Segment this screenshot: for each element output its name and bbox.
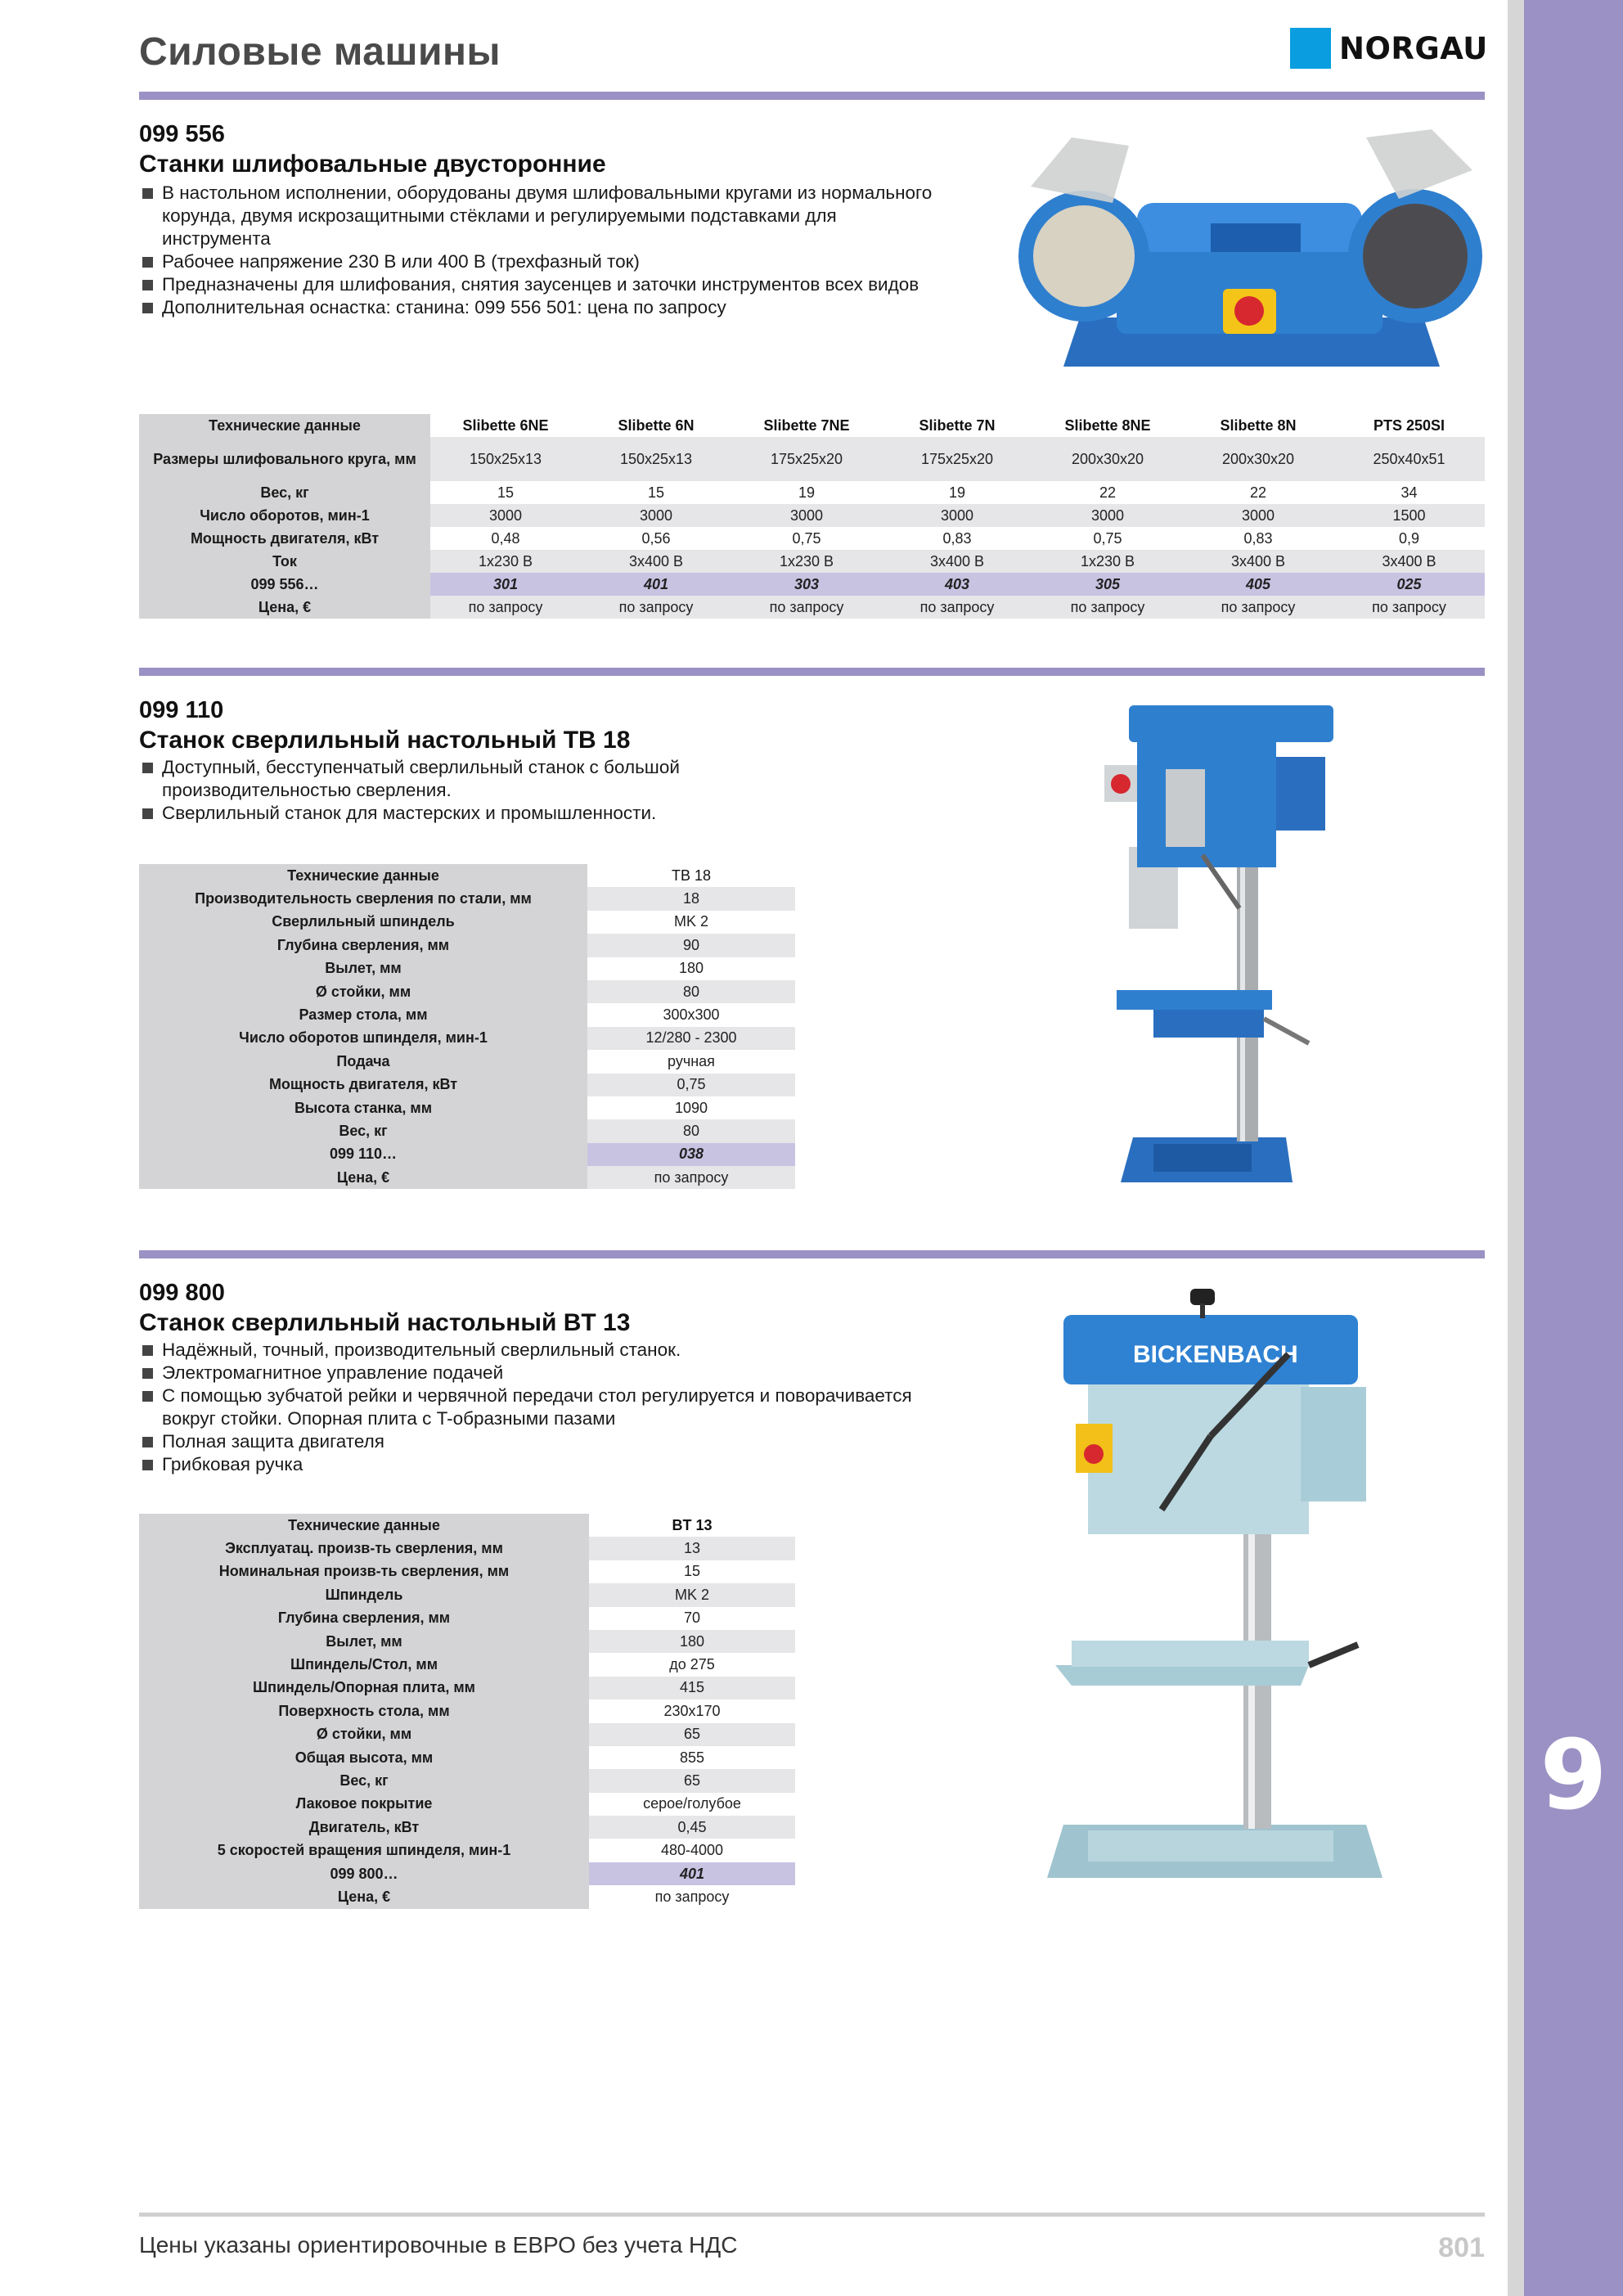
row-label: Вес, кг <box>139 1769 589 1792</box>
row-label: Номинальная произв-ть сверления, мм <box>139 1560 589 1583</box>
bt13-specs-table <box>139 1514 795 1909</box>
cell-value: 80 <box>587 980 795 1003</box>
price-value: по запросу <box>589 1885 795 1908</box>
table-row <box>139 1862 795 1885</box>
cell-value: 15 <box>581 481 731 504</box>
row-label: Глубина сверления, мм <box>139 934 587 957</box>
table-row <box>139 1653 795 1676</box>
table-row <box>139 550 1485 573</box>
cell-value: 19 <box>882 481 1032 504</box>
cell-value: 0,75 <box>731 527 882 550</box>
table-row <box>139 437 1485 481</box>
model-column-header: Slibette 7N <box>882 414 1032 437</box>
cell-value: 90 <box>587 934 795 957</box>
row-label: Производительность сверления по стали, мм <box>139 887 587 910</box>
table-row <box>139 1630 795 1653</box>
section-code: 099 110 <box>139 697 224 723</box>
cell-value: 3x400 В <box>1333 550 1485 573</box>
table-header-row <box>139 414 1485 437</box>
price-value: по запросу <box>1333 596 1485 619</box>
table-row <box>139 1885 795 1908</box>
table-row <box>139 1143 795 1166</box>
page-title: Силовые машины <box>139 30 501 74</box>
cell-value: 180 <box>587 957 795 980</box>
order-code: 038 <box>587 1143 795 1166</box>
row-label: Вылет, мм <box>139 1630 589 1653</box>
row-label: Размер стола, мм <box>139 1003 587 1026</box>
feature-list <box>141 756 697 825</box>
table-row <box>139 573 1485 596</box>
feature-item: Доступный, бесступенчатый сверлильный станок с большой производительностью сверления. <box>141 756 697 802</box>
cell-value: 1x230 В <box>1032 550 1183 573</box>
price-value: по запросу <box>1183 596 1333 619</box>
model-column-header: Slibette 7NE <box>731 414 882 437</box>
table-row <box>139 980 795 1003</box>
price-value: по запросу <box>581 596 731 619</box>
cell-value: 3x400 В <box>581 550 731 573</box>
cell-value: 415 <box>589 1677 795 1699</box>
cell-value: ручная <box>587 1050 795 1073</box>
row-label: Ток <box>139 550 430 573</box>
row-label: Вес, кг <box>139 1119 587 1142</box>
feature-item: Дополнительная оснастка: станина: 099 556 501: цена по запросу <box>141 296 942 319</box>
table-row <box>139 887 795 910</box>
feature-item: В настольном исполнении, оборудованы двумя шлифовальными кругами из нормального корунда, двумя искрозащитными стёклами и регулируемыми подставками для инструмента <box>141 182 942 250</box>
order-code: 305 <box>1032 573 1183 596</box>
table-row <box>139 1119 795 1142</box>
cell-value: 480-4000 <box>589 1839 795 1862</box>
model-column-header: Slibette 8N <box>1183 414 1333 437</box>
cell-value: 0,48 <box>430 527 581 550</box>
section-title: Станки шлифовальные двусторонние <box>139 151 606 178</box>
row-label: Шпиндель <box>139 1583 589 1606</box>
row-label: Общая высота, мм <box>139 1746 589 1769</box>
row-label: Глубина сверления, мм <box>139 1607 589 1630</box>
cell-value: 0,83 <box>882 527 1032 550</box>
drill-press-bt13-image <box>1039 1281 1415 1890</box>
cell-value: 3000 <box>882 504 1032 527</box>
cell-value: 150x25x13 <box>430 437 581 481</box>
table-row <box>139 911 795 934</box>
cell-value: 0,45 <box>589 1816 795 1839</box>
table-row <box>139 1537 795 1560</box>
feature-item: Предназначены для шлифования, снятия заусенцев и заточки инструментов всех видов <box>141 273 942 296</box>
order-code: 401 <box>589 1862 795 1885</box>
side-strip-grey <box>1508 0 1524 2296</box>
order-code: 403 <box>882 573 1032 596</box>
table-header-row <box>139 864 795 887</box>
model-column-header: Slibette 6N <box>581 414 731 437</box>
section-divider <box>139 1250 1485 1258</box>
feature-list <box>141 182 942 319</box>
feature-item: Электромагнитное управление подачей <box>141 1362 926 1384</box>
cell-value: 0,75 <box>1032 527 1183 550</box>
logo-text: NORGAU <box>1339 30 1488 66</box>
table-header-label: Технические данные <box>139 1514 589 1537</box>
cell-value: 15 <box>589 1560 795 1583</box>
row-label: Размеры шлифовального круга, мм <box>139 437 430 481</box>
cell-value: 3x400 В <box>882 550 1032 573</box>
order-code: 303 <box>731 573 882 596</box>
cell-value: серое/голубое <box>589 1793 795 1816</box>
side-strip-purple <box>1524 0 1623 2296</box>
cell-value: 250x40x51 <box>1333 437 1485 481</box>
tb18-specs-table <box>139 864 795 1189</box>
cell-value: 150x25x13 <box>581 437 731 481</box>
cell-value: 0,56 <box>581 527 731 550</box>
cell-value: 3000 <box>731 504 882 527</box>
row-label: Поверхность стола, мм <box>139 1699 589 1722</box>
row-label: 5 скоростей вращения шпинделя, мин-1 <box>139 1839 589 1862</box>
cell-value: 1x230 В <box>731 550 882 573</box>
table-row <box>139 1607 795 1630</box>
row-label: 099 800… <box>139 1862 589 1885</box>
cell-value: 175x25x20 <box>882 437 1032 481</box>
bench-grinder-image <box>1014 121 1489 379</box>
feature-item: Рабочее напряжение 230 В или 400 В (трехфазный ток) <box>141 250 942 273</box>
cell-value: MK 2 <box>589 1583 795 1606</box>
feature-item: Сверлильный станок для мастерских и промышленности. <box>141 802 697 825</box>
table-row <box>139 1723 795 1746</box>
cell-value: 65 <box>589 1769 795 1792</box>
row-label: Лаковое покрытие <box>139 1793 589 1816</box>
grinder-specs-table <box>139 414 1485 619</box>
price-value: по запросу <box>587 1166 795 1189</box>
section-divider <box>139 92 1485 100</box>
logo-square-icon <box>1290 28 1331 69</box>
row-label: Шпиндель/Стол, мм <box>139 1653 589 1676</box>
cell-value: 3x400 В <box>1183 550 1333 573</box>
row-label: Высота станка, мм <box>139 1096 587 1119</box>
section-code: 099 556 <box>139 121 225 147</box>
row-label: Подача <box>139 1050 587 1073</box>
cell-value: 3000 <box>581 504 731 527</box>
section-title: Станок сверлильный настольный TB 18 <box>139 727 631 754</box>
model-column-header: TB 18 <box>587 864 795 887</box>
table-row <box>139 1003 795 1026</box>
table-row <box>139 1166 795 1189</box>
row-label: Двигатель, кВт <box>139 1816 589 1839</box>
norgau-logo <box>1290 26 1488 70</box>
feature-item: Надёжный, точный, производительный сверлильный станок. <box>141 1339 926 1362</box>
cell-value: 15 <box>430 481 581 504</box>
table-row <box>139 957 795 980</box>
cell-value: 80 <box>587 1119 795 1142</box>
table-row <box>139 1560 795 1583</box>
table-row <box>139 1816 795 1839</box>
table-row <box>139 1677 795 1699</box>
order-code: 405 <box>1183 573 1333 596</box>
section-divider <box>139 668 1485 676</box>
cell-value: 22 <box>1032 481 1183 504</box>
cell-value: 200x30x20 <box>1032 437 1183 481</box>
table-row <box>139 1769 795 1792</box>
feature-item: С помощью зубчатой рейки и червячной передачи стол регулируется и поворачивается вокруг стойки. Опорная плита с T-образными пазами <box>141 1384 926 1430</box>
row-label: Мощность двигателя, кВт <box>139 527 430 550</box>
table-row <box>139 1096 795 1119</box>
table-row <box>139 1583 795 1606</box>
row-label: Цена, € <box>139 1885 589 1908</box>
table-header-label: Технические данные <box>139 414 430 437</box>
model-column-header: PTS 250SI <box>1333 414 1485 437</box>
table-row <box>139 596 1485 619</box>
price-value: по запросу <box>882 596 1032 619</box>
chapter-number: 9 <box>1540 1718 1607 1831</box>
cell-value: 3000 <box>1032 504 1183 527</box>
model-column-header: Slibette 6NE <box>430 414 581 437</box>
cell-value: 1x230 В <box>430 550 581 573</box>
section-code: 099 800 <box>139 1280 225 1306</box>
cell-value: 230x170 <box>589 1699 795 1722</box>
row-label: Ø стойки, мм <box>139 980 587 1003</box>
cell-value: 18 <box>587 887 795 910</box>
model-column-header: Slibette 8NE <box>1032 414 1183 437</box>
cell-value: 3000 <box>1183 504 1333 527</box>
cell-value: 1500 <box>1333 504 1485 527</box>
row-label: Число оборотов шпинделя, мин-1 <box>139 1027 587 1050</box>
cell-value: 0,75 <box>587 1074 795 1096</box>
feature-list <box>141 1339 926 1476</box>
cell-value: 22 <box>1183 481 1333 504</box>
price-value: по запросу <box>731 596 882 619</box>
cell-value: MK 2 <box>587 911 795 934</box>
cell-value: 175x25x20 <box>731 437 882 481</box>
row-label: Эксплуатац. произв-ть сверления, мм <box>139 1537 589 1560</box>
cell-value: 12/280 - 2300 <box>587 1027 795 1050</box>
order-code: 301 <box>430 573 581 596</box>
row-label: Цена, € <box>139 1166 587 1189</box>
table-row <box>139 1027 795 1050</box>
row-label: Цена, € <box>139 596 430 619</box>
machine-brand-text: BICKENBACH <box>1133 1341 1298 1368</box>
order-code: 401 <box>581 573 731 596</box>
row-label: Мощность двигателя, кВт <box>139 1074 587 1096</box>
price-value: по запросу <box>430 596 581 619</box>
table-row <box>139 504 1485 527</box>
cell-value: 3000 <box>430 504 581 527</box>
table-row <box>139 527 1485 550</box>
cell-value: 1090 <box>587 1096 795 1119</box>
cell-value: 180 <box>589 1630 795 1653</box>
cell-value: 300x300 <box>587 1003 795 1026</box>
model-column-header: BT 13 <box>589 1514 795 1537</box>
cell-value: 13 <box>589 1537 795 1560</box>
row-label: Вес, кг <box>139 481 430 504</box>
row-label: 099 110… <box>139 1143 587 1166</box>
table-row <box>139 1746 795 1769</box>
cell-value: 19 <box>731 481 882 504</box>
footer-note: Цены указаны ориентировочные в ЕВРО без учета НДС <box>139 2232 738 2258</box>
table-header-label: Технические данные <box>139 864 587 887</box>
cell-value: 0,83 <box>1183 527 1333 550</box>
section-title: Станок сверлильный настольный BT 13 <box>139 1309 631 1336</box>
row-label: Вылет, мм <box>139 957 587 980</box>
cell-value: 200x30x20 <box>1183 437 1333 481</box>
row-label: Число оборотов, мин-1 <box>139 504 430 527</box>
drill-press-tb18-image <box>1096 696 1358 1195</box>
table-row <box>139 934 795 957</box>
row-label: Ø стойки, мм <box>139 1723 589 1746</box>
cell-value: 65 <box>589 1723 795 1746</box>
price-value: по запросу <box>1032 596 1183 619</box>
table-row <box>139 1050 795 1073</box>
cell-value: 34 <box>1333 481 1485 504</box>
cell-value: 855 <box>589 1746 795 1769</box>
table-row <box>139 1793 795 1816</box>
cell-value: 70 <box>589 1607 795 1630</box>
table-row <box>139 481 1485 504</box>
table-row <box>139 1839 795 1862</box>
cell-value: до 275 <box>589 1653 795 1676</box>
order-code: 025 <box>1333 573 1485 596</box>
cell-value: 0,9 <box>1333 527 1485 550</box>
row-label: 099 556… <box>139 573 430 596</box>
row-label: Сверлильный шпиндель <box>139 911 587 934</box>
page-number: 801 <box>1438 2232 1485 2263</box>
footer-divider <box>139 2213 1485 2217</box>
feature-item: Полная защита двигателя <box>141 1430 926 1453</box>
feature-item: Грибковая ручка <box>141 1453 926 1476</box>
table-row <box>139 1074 795 1096</box>
row-label: Шпиндель/Опорная плита, мм <box>139 1677 589 1699</box>
table-header-row <box>139 1514 795 1537</box>
table-row <box>139 1699 795 1722</box>
